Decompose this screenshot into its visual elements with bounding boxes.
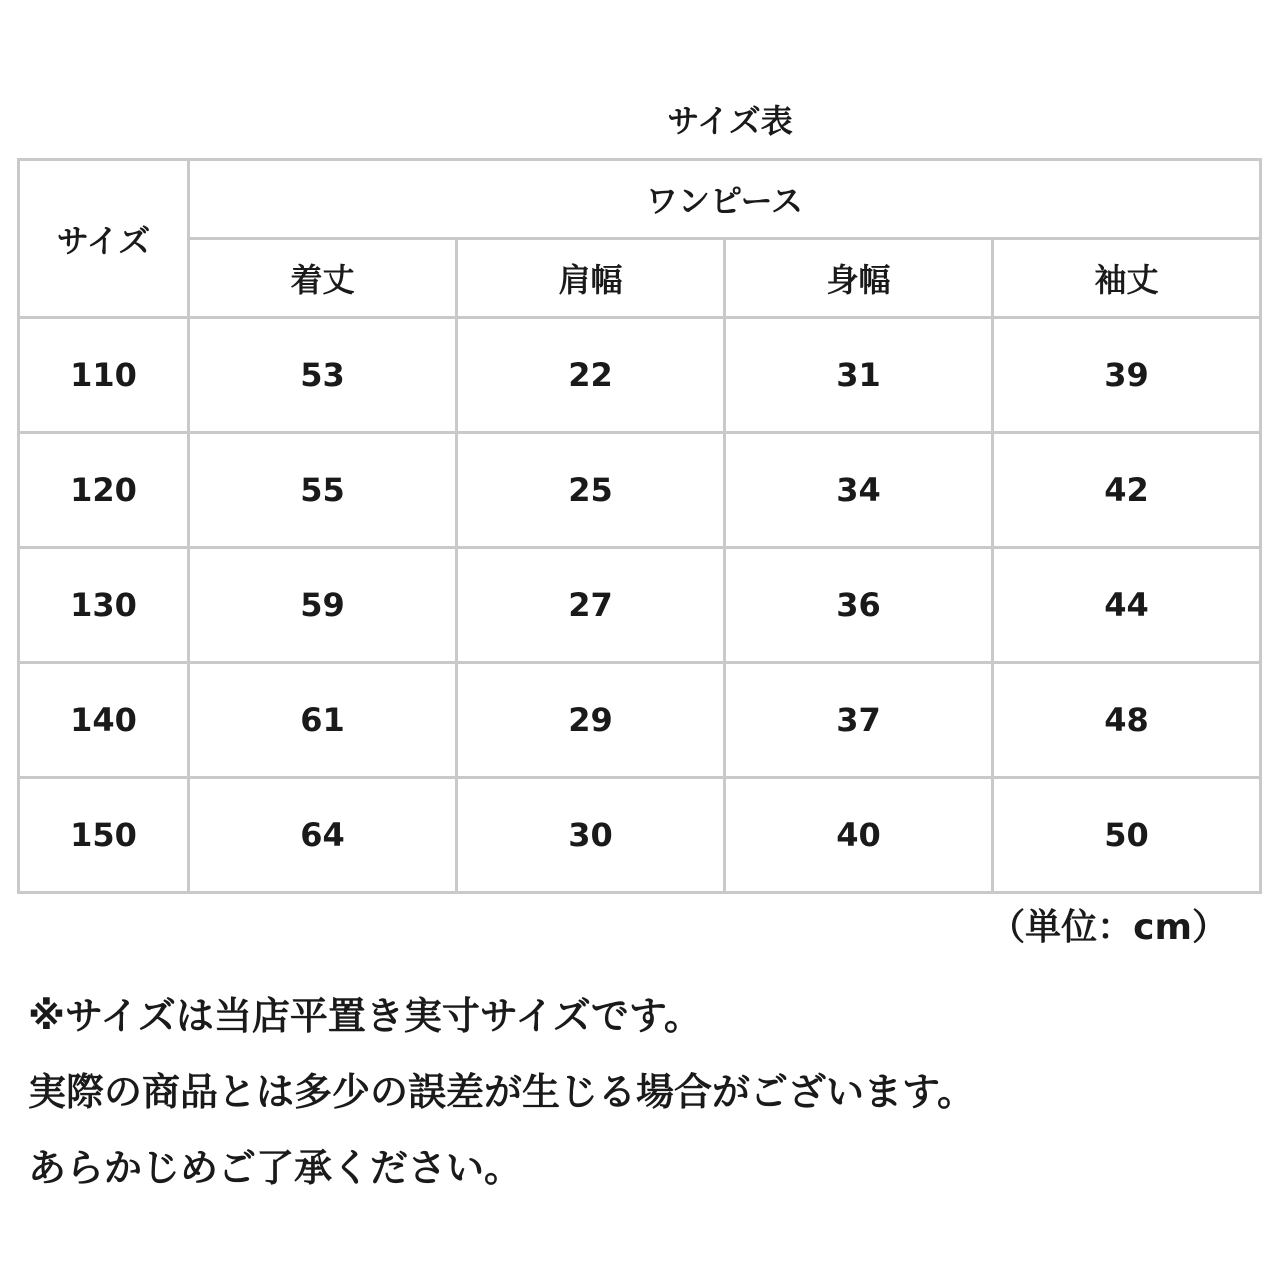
column-header-shoulder: 肩幅: [457, 239, 725, 318]
value-cell: 44: [993, 548, 1261, 663]
column-header-body-width: 身幅: [725, 239, 993, 318]
table-row: [19, 548, 1261, 663]
value-cell: 40: [725, 778, 993, 893]
unit-note: （単位：cm）: [989, 907, 1228, 948]
size-cell: 110: [19, 318, 189, 433]
value-cell: 55: [189, 433, 457, 548]
value-cell: 37: [725, 663, 993, 778]
garment-group-header: ワンピース: [189, 160, 1261, 239]
value-cell: 48: [993, 663, 1261, 778]
header-row-group: [19, 160, 1261, 239]
value-cell: 42: [993, 433, 1261, 548]
value-cell: 29: [457, 663, 725, 778]
size-cell: 120: [19, 433, 189, 548]
note-line: あらかじめご了承ください。: [28, 1146, 523, 1190]
value-cell: 59: [189, 548, 457, 663]
column-header-length: 着丈: [189, 239, 457, 318]
table-row: [19, 663, 1261, 778]
size-cell: 140: [19, 663, 189, 778]
table-row: [19, 433, 1261, 548]
value-cell: 34: [725, 433, 993, 548]
column-header-sleeve: 袖丈: [993, 239, 1261, 318]
value-cell: 36: [725, 548, 993, 663]
value-cell: 31: [725, 318, 993, 433]
header-row-columns: [19, 239, 1261, 318]
value-cell: 53: [189, 318, 457, 433]
note-line: ※サイズは当店平置き実寸サイズです。: [28, 994, 702, 1038]
value-cell: 22: [457, 318, 725, 433]
table-row: [19, 318, 1261, 433]
table-row: [19, 778, 1261, 893]
size-cell: 130: [19, 548, 189, 663]
size-column-header: サイズ: [19, 160, 189, 318]
value-cell: 27: [457, 548, 725, 663]
value-cell: 39: [993, 318, 1261, 433]
value-cell: 64: [189, 778, 457, 893]
page-title: サイズ表: [667, 102, 793, 140]
notes-block: [28, 978, 1258, 1206]
value-cell: 30: [457, 778, 725, 893]
value-cell: 61: [189, 663, 457, 778]
size-table: [17, 158, 1262, 894]
size-cell: 150: [19, 778, 189, 893]
note-line: 実際の商品とは多少の誤差が生じる場合がございます。: [28, 1070, 975, 1114]
value-cell: 25: [457, 433, 725, 548]
value-cell: 50: [993, 778, 1261, 893]
